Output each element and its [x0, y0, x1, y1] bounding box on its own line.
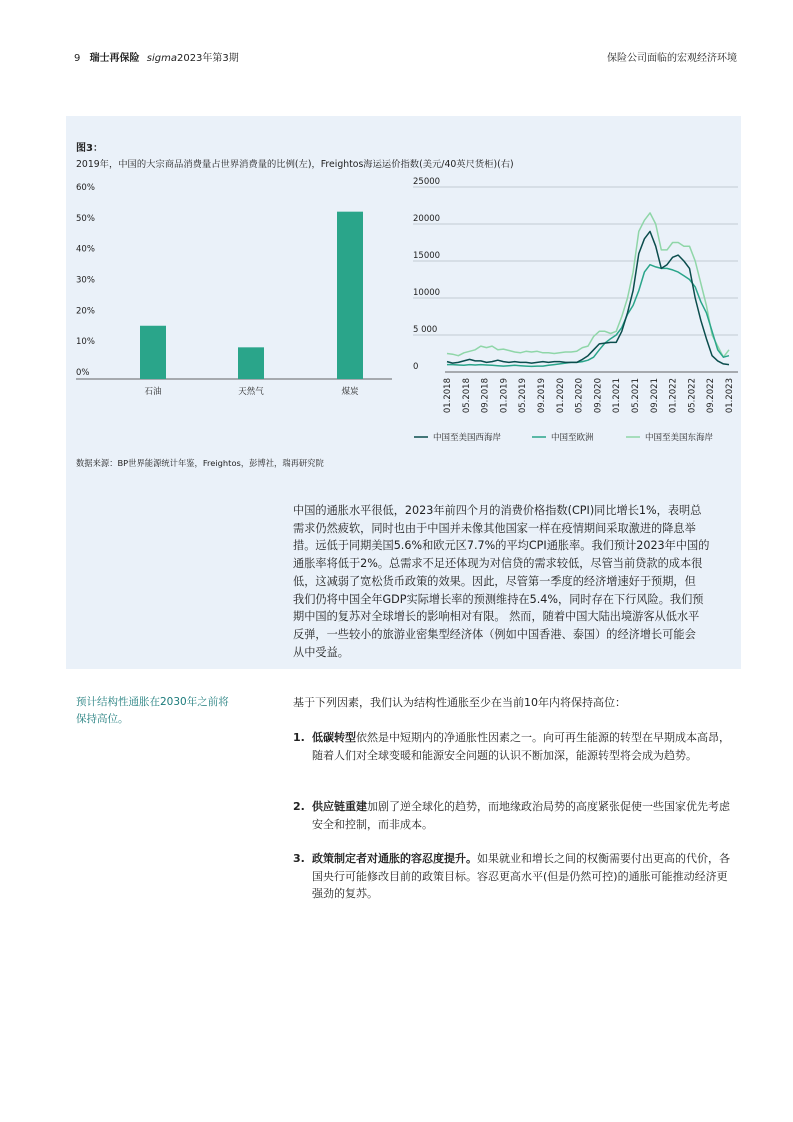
legend-label: 中国至欧洲: [551, 433, 594, 443]
line-y-tick-label: 0: [413, 362, 419, 372]
line-x-tick-label: 05.2020: [574, 378, 585, 414]
list-number: 1.: [293, 731, 305, 744]
figure-charts: [0, 0, 793, 480]
bar-y-tick-label: 50%: [76, 213, 95, 224]
paragraph-line: 低，这减弱了宽松货币政策的效果。因此，尽管第一季度的经济增速好于预期，但: [293, 574, 696, 588]
paragraph-line: 我们仍将中国全年GDP实际增长率的预测维持在5.4%，同时存在下行风险。我们预: [293, 592, 704, 606]
line-x-tick-label: 05.2018: [461, 378, 472, 414]
line-x-tick-label: 09.2021: [649, 378, 660, 414]
list-item-2: [293, 798, 738, 833]
line-chart: [413, 177, 738, 443]
issue-number: 2023年第3期: [176, 53, 239, 64]
sidenote-line-2: 保持高位。: [76, 713, 129, 725]
bar: [238, 347, 264, 379]
legend-label: 中国至美国西海岸: [433, 433, 502, 443]
list-number: 3.: [293, 852, 305, 865]
list-body: 如果就业和增长之间的权衡需要付出更高的代价，各国央行可能修改目前的政策目标。容忍更高水平(但是仍然可控)的通胀可能推动经济更强劲的复苏。: [312, 852, 730, 901]
sidenote-line-1: 预计结构性通胀在2030年之前将: [76, 696, 229, 708]
line-series: [447, 213, 729, 357]
list-bold: 供应链重建: [312, 800, 367, 813]
bar-category-label: 石油: [144, 387, 162, 397]
bar: [140, 326, 166, 379]
list-item-1: [293, 729, 738, 764]
sidenote: [76, 694, 266, 728]
figure-source: 数据来源：BP世界能源统计年鉴，Freightos，彭博社，瑞再研究院: [76, 458, 324, 468]
line-y-tick-label: 25000: [413, 177, 441, 187]
line-x-tick-label: 05.2019: [518, 378, 529, 414]
line-y-tick-label: 10000: [413, 288, 441, 298]
list-number: 2.: [293, 800, 305, 813]
list-body: 加剧了逆全球化的趋势，而地缘政治局势的高度紧张促使一些国家优先考虑安全和控制，而非成本。: [312, 800, 730, 831]
list-text: [312, 798, 738, 833]
brand-name: 瑞士再保险: [89, 53, 140, 64]
line-x-tick-label: 09.2020: [593, 378, 604, 414]
section-title: 保险公司面临的宏观经济环境: [607, 53, 737, 64]
line-x-tick-label: 01.2021: [612, 378, 623, 414]
paragraph-china-inflation: [293, 502, 738, 661]
list-intro: 基于下列因素，我们认为结构性通胀至少在当前10年内将保持高位：: [293, 696, 626, 709]
line-x-tick-label: 09.2022: [706, 378, 717, 414]
page-number: 9: [74, 53, 81, 64]
line-y-tick-label: 5 000: [413, 325, 438, 335]
list-bold: 低碳转型: [312, 731, 356, 744]
line-x-tick-label: 01.2022: [668, 378, 679, 414]
bar: [337, 212, 363, 379]
line-x-tick-label: 05.2021: [631, 378, 641, 414]
line-x-tick-label: 01.2019: [499, 378, 510, 414]
bar-y-tick-label: 0%: [76, 368, 90, 378]
bar-y-tick-label: 40%: [76, 244, 95, 255]
paragraph-line: 通胀率将低于2%。总需求不足还体现为对信贷的需求较低，尽管当前贷款的成本很: [293, 557, 703, 571]
paragraph-line: 反弹，一些较小的旅游业密集型经济体（例如中国香港、泰国）的经济增长可能会: [293, 627, 696, 641]
bar-y-tick-label: 60%: [76, 183, 95, 193]
line-x-tick-label: 01.2018: [443, 378, 453, 414]
list-item-3: [293, 850, 738, 903]
list-bold: 政策制定者对通胀的容忍度提升。: [312, 852, 477, 865]
paragraph-line: 中国的通胀水平很低，2023年前四个月的消费价格指数(CPI)同比增长1%，表明总: [293, 504, 702, 517]
list-text: [312, 729, 738, 764]
figure-label: 图3：: [76, 143, 103, 154]
figure-title: 2019年，中国的大宗商品消费量占世界消费量的比例(左)，Freightos海运运价指数(美元/40英尺货柜)(右): [76, 159, 514, 170]
line-x-tick-label: 09.2018: [480, 377, 491, 414]
paragraph-line: 措。远低于同期美国5.6%和欧元区7.7%的平均CPI通胀率。我们预计2023年中国的: [293, 539, 710, 553]
bar-category-label: 煤炭: [341, 387, 359, 397]
paragraph-line: 从中受益。: [293, 645, 349, 659]
bar-y-tick-label: 10%: [76, 337, 95, 348]
line-y-tick-label: 20000: [413, 214, 441, 224]
line-x-tick-label: 01.2020: [555, 378, 566, 414]
list-body: 依然是中短期内的净通胀性因素之一。向可再生能源的转型在早期成本高昂，随着人们对全球变暖和能源安全问题的认识不断加深，能源转型将会成为趋势。: [312, 731, 730, 762]
line-series: [447, 265, 729, 367]
paragraph-line: 需求仍然疲软，同时也由于中国并未像其他国家一样在疫情期间采取激进的降息举: [293, 521, 696, 535]
legend-label: 中国至美国东海岸: [645, 433, 714, 443]
bar-chart: [76, 183, 392, 397]
bar-y-tick-label: 20%: [76, 306, 95, 317]
list-text: [312, 850, 738, 903]
line-y-tick-label: 15000: [413, 251, 441, 261]
bar-category-label: 天然气: [238, 387, 264, 397]
line-x-tick-label: 01.2023: [725, 378, 735, 414]
sigma-title: sigma: [146, 53, 177, 64]
line-x-tick-label: 05.2022: [687, 378, 698, 414]
paragraph-line: 期中国的复苏对全球增长的影响相对有限。 然而，随着中国大陆出境游客从低水平: [293, 610, 700, 624]
bar-y-tick-label: 30%: [76, 275, 95, 286]
line-x-tick-label: 09.2019: [537, 378, 547, 414]
